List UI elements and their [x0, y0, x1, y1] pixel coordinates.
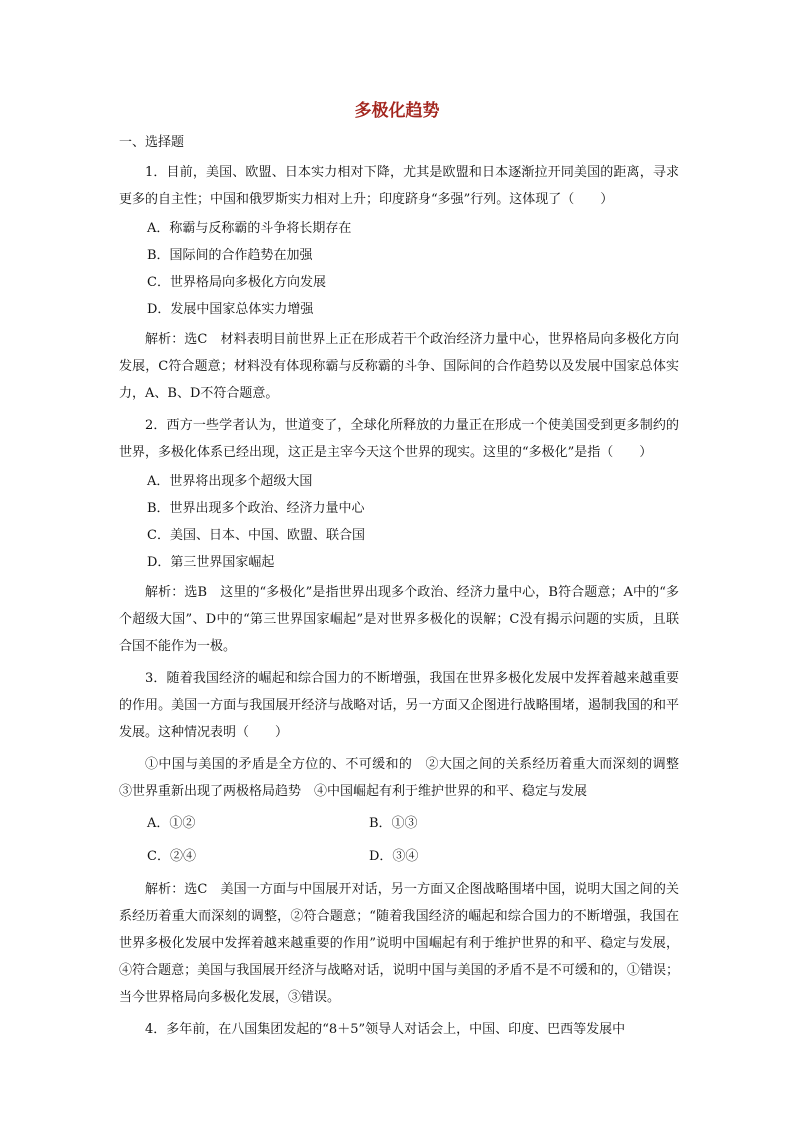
q2-option-b: B．世界出现多个政治、经济力量中心 [147, 501, 365, 516]
section-heading: 一、选择题 [119, 135, 185, 150]
q3-option-row-1 [147, 810, 679, 838]
question-2-stem: 2．西方一些学者认为，世道变了，全球化所释放的力量正在形成一个使美国受到更多制约的世界，多极化体系已经出现，这正是主宰今天这个世界的现实。这里的“多极化”是指（ ） [119, 418, 679, 460]
document-body [119, 132, 693, 1048]
q2-analysis: 解析：选B 这里的“多极化”是指世界出现多个政治、经济力量中心，B符合题意；A中的“多个超级大国”、D中的“第三世界国家崛起”是对世界多极化的误解；C没有揭示问题的实质，且联合国不能作为一极。 [119, 585, 679, 654]
q1-option-c: C．世界格局向多极化方向发展 [147, 275, 326, 290]
q3-option-a: A．①② [147, 816, 196, 831]
q1-option-b: B．国际间的合作趋势在加强 [147, 248, 313, 263]
q3-option-d: D．③④ [369, 849, 419, 864]
q1-analysis: 解析：选C 材料表明目前世界上正在形成若干个政治经济力量中心，世界格局向多极化方向发展，C符合题意；材料没有体现称霸与反称霸的斗争、国际间的合作趋势以及发展中国家总体实力，A、B、D不符合题意。 [119, 332, 679, 401]
q2-option-c: C．美国、日本、中国、欧盟、联合国 [147, 528, 365, 543]
question-3-stem: 3．随着我国经济的崛起和综合国力的不断增强，我国在世界多极化发展中发挥着越来越重要的作用。美国一方面与我国展开经济与战略对话，另一方面又企图进行战略围堵，遏制我国的和平发展。这种情况表明（ ） [119, 671, 679, 740]
q1-option-a: A．称霸与反称霸的斗争将长期存在 [147, 221, 352, 236]
q2-option-d: D．第三世界国家崛起 [147, 555, 275, 570]
q3-analysis: 解析：选C 美国一方面与中国展开对话，另一方面又企图战略围堵中国，说明大国之间的关系经历着重大而深刻的调整，②符合题意；“随着我国经济的崛起和综合国力的不断增强，我国在世界多极化发展中发挥着越来越重要的作用”说明中国崛起有利于维护世界的和平、稳定与发展，④符合题意；美国与我国展开经济与战略对话，说明中国与美国的矛盾不是不可缓和的，①错误；当今世界格局向多极化发展，③错误。 [119, 882, 679, 1005]
q2-option-a: A．世界将出现多个超级大国 [147, 474, 313, 489]
question-4-stem: 4．多年前，在八国集团发起的“8＋5”领导人对话会上，中国、印度、巴西等发展中 [145, 1022, 626, 1037]
page-title: 多极化趋势 [354, 101, 440, 121]
q3-option-b: B．①③ [369, 816, 418, 831]
q3-statements: ①中国与美国的矛盾是全方位的、不可缓和的 ②大国之间的关系经历着重大而深刻的调整 ③世界重新出现了两极格局趋势 ④中国崛起有利于维护世界的和平、稳定与发展 [119, 757, 693, 799]
question-1-stem: 1．目前，美国、欧盟、日本实力相对下降，尤其是欧盟和日本逐渐拉开同美国的距离，寻求更多的自主性；中国和俄罗斯实力相对上升；印度跻身“多强”行列。这体现了（ ） [119, 165, 679, 207]
q3-option-c: C．②④ [147, 849, 196, 864]
q1-option-d: D．发展中国家总体实力增强 [147, 302, 314, 317]
q3-option-row-2 [147, 843, 679, 871]
